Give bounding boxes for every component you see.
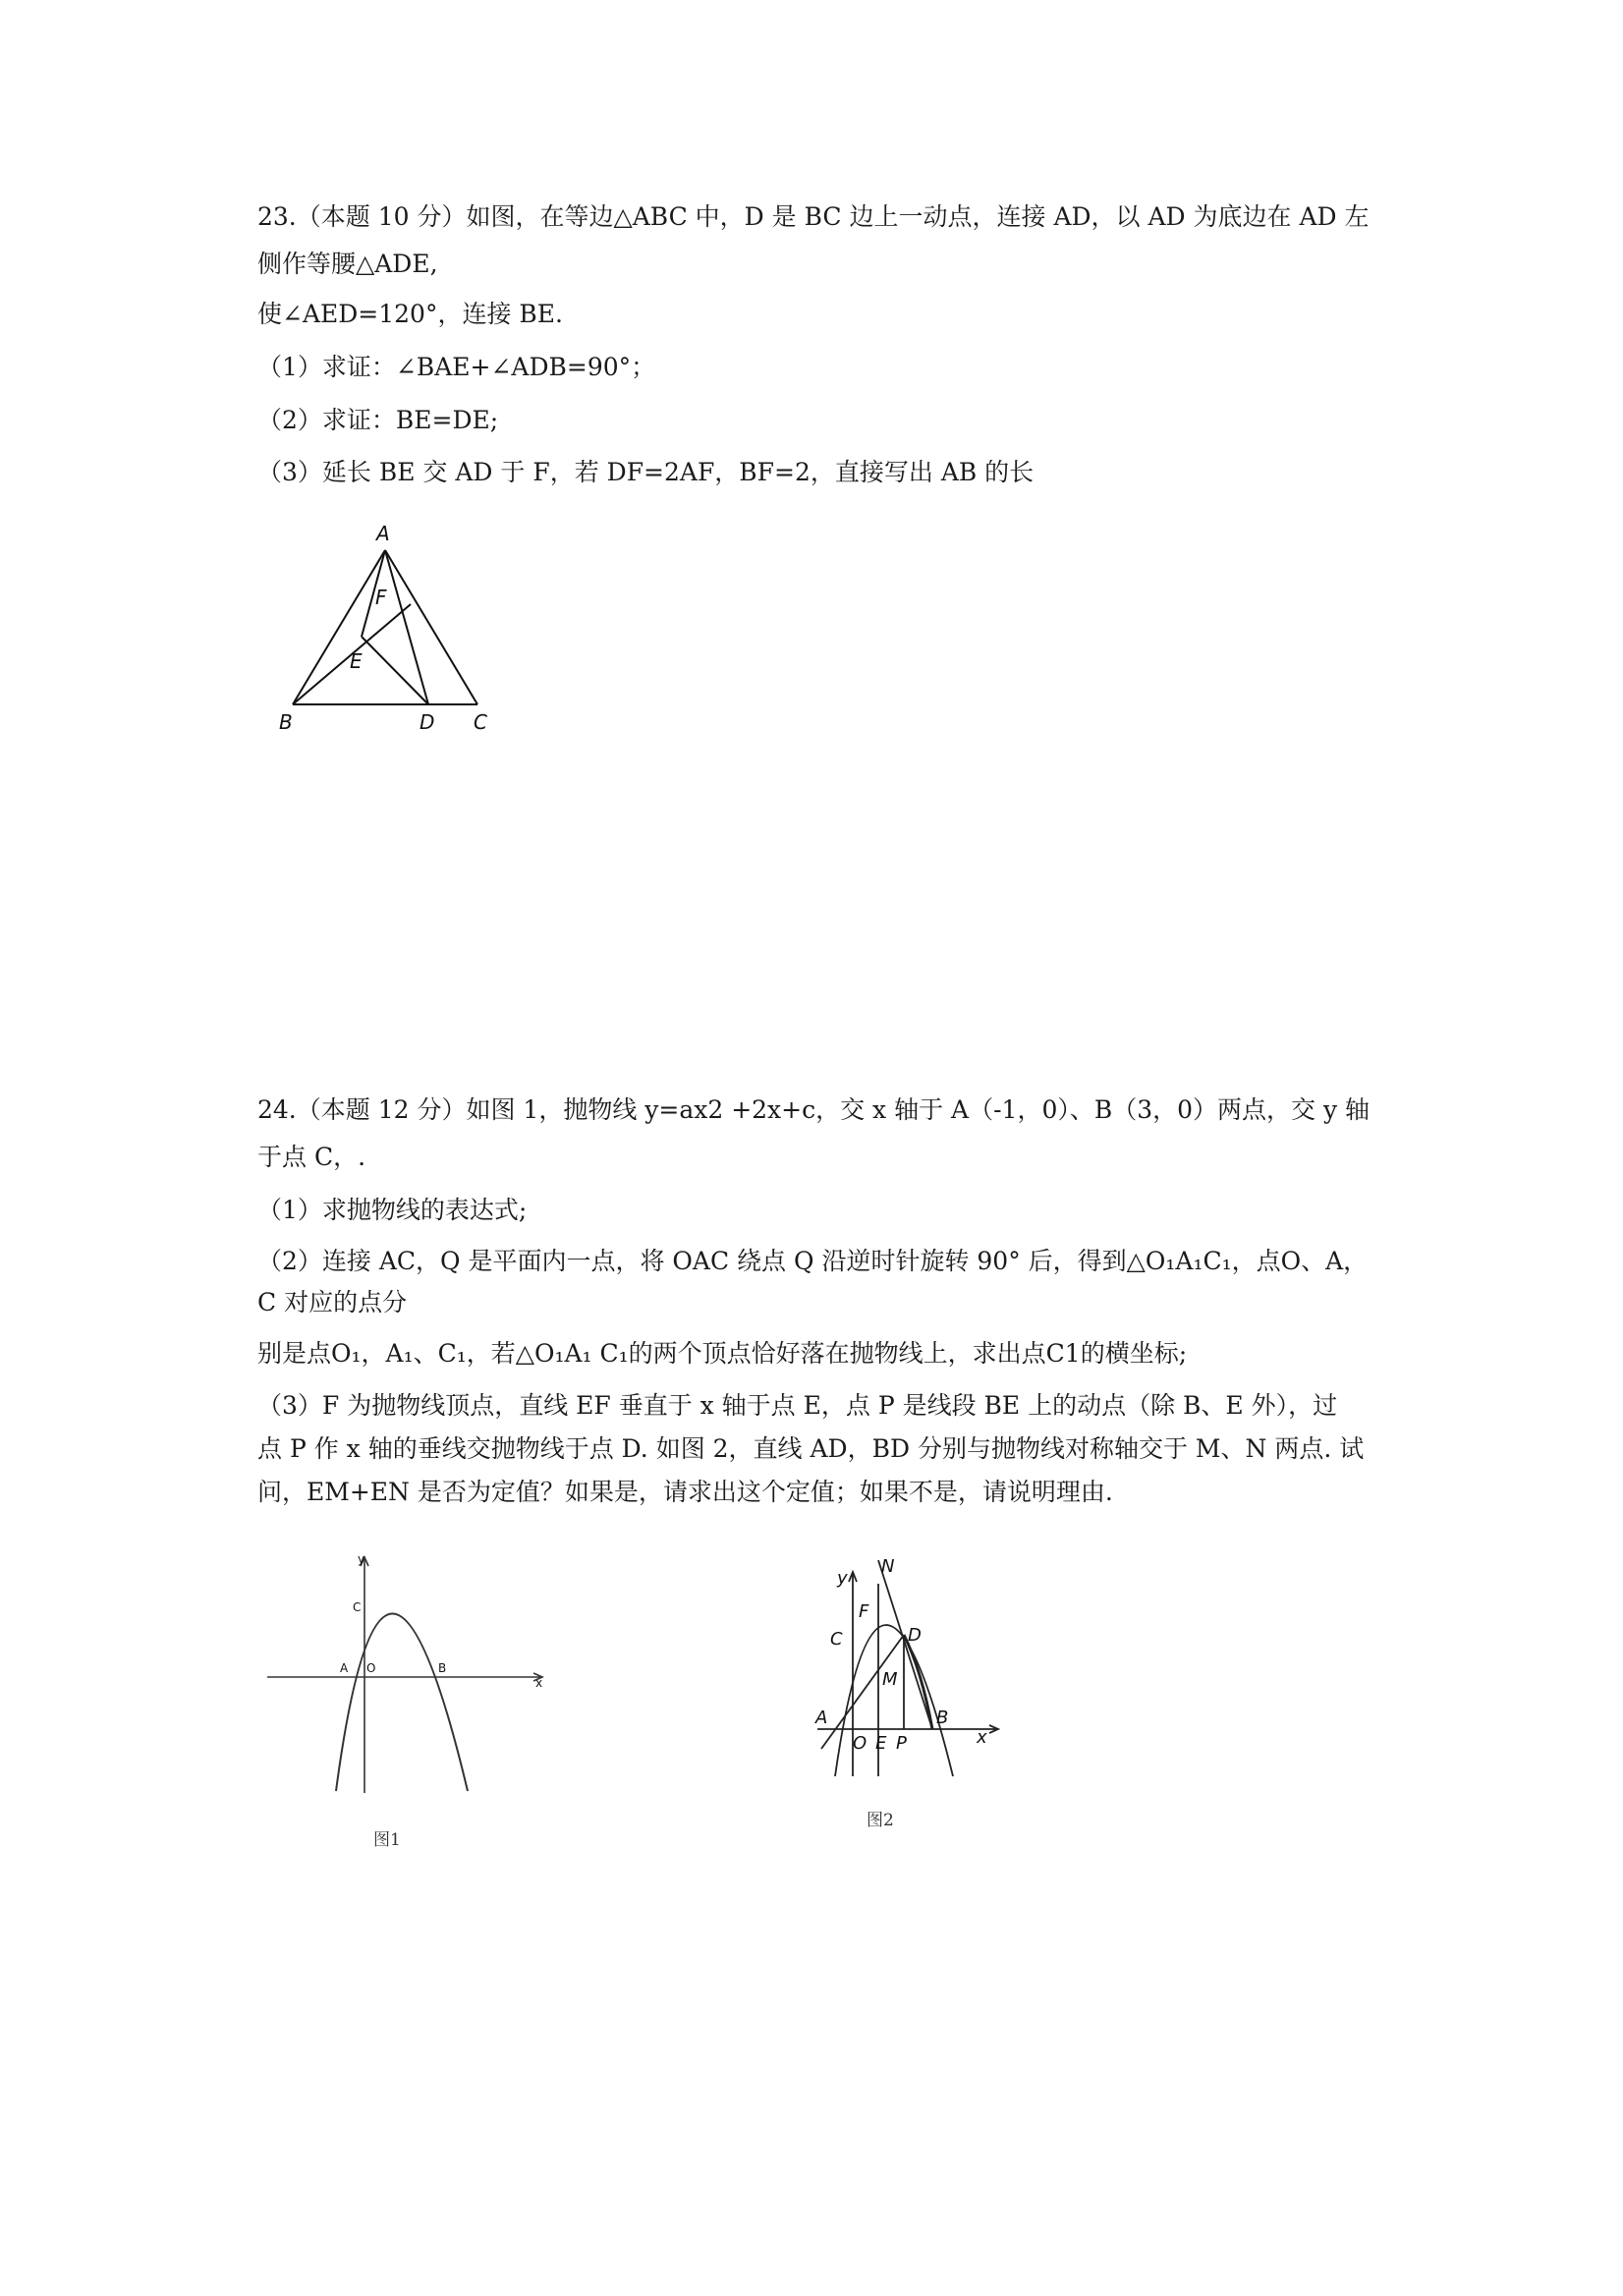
- fig1-label-y: y: [358, 1552, 365, 1566]
- fig2-label-f: F: [859, 1601, 869, 1622]
- q24-statement-line1: 24.（本题 12 分）如图 1，抛物线 y=ax2 +2x+c，交 x 轴于 A（-1，0）、B（3，0）两点，交 y 轴: [257, 1095, 1371, 1124]
- fig2-label-d: D: [908, 1625, 922, 1646]
- fig2-label-e: E: [875, 1733, 887, 1754]
- fig2-label-m: M: [882, 1669, 898, 1690]
- label-f: F: [375, 586, 387, 609]
- q24-part2-line1: （2）连接 AC，Q 是平面内一点，将 OAC 绕点 Q 沿逆时针旋转 90° 后，得到△O₁A₁C₁，点O、A，: [257, 1247, 1369, 1275]
- q24-part3-line1: （3）F 为抛物线顶点，直线 EF 垂直于 x 轴于点 E，点 P 是线段 BE 上的动点（除 B、E 外），过: [257, 1391, 1338, 1420]
- q23-part1: （1）求证：∠BAE+∠ADB=90°；: [257, 353, 656, 381]
- fig2-label-n: N: [881, 1556, 895, 1577]
- fig2-label-p: P: [896, 1733, 907, 1754]
- label-a: A: [376, 522, 390, 545]
- q24-part1: （1）求抛物线的表达式;: [257, 1196, 528, 1224]
- q23-statement-line3: 使∠AED=120°，连接 BE.: [257, 300, 563, 328]
- segment-ab: [293, 550, 385, 704]
- q24-part2-line2: C 对应的点分: [257, 1288, 408, 1316]
- fig2-label-c: C: [830, 1629, 843, 1650]
- line-bd-n: [878, 1560, 932, 1729]
- q23-part3: （3）延长 BE 交 AD 于 F，若 DF=2AF，BF=2，直接写出 AB 的长: [257, 458, 1035, 486]
- label-e: E: [350, 649, 363, 673]
- q23-statement-line1: 23.（本题 10 分）如图，在等边△ABC 中，D 是 BC 边上一动点，连接 AD，以 AD 为底边在 AD 左: [257, 202, 1370, 231]
- fig2-label-y: y: [837, 1568, 848, 1589]
- fig2-label-a: A: [815, 1708, 828, 1728]
- q24-part3-line2: 点 P 作 x 轴的垂线交抛物线于点 D. 如图 2，直线 AD，BD 分别与抛物线对称轴交于 M、N 两点. 试: [257, 1434, 1365, 1463]
- q24-statement-line2: 于点 C，.: [257, 1143, 366, 1171]
- q23-triangle-figure: [265, 511, 501, 737]
- parabola-curve: [336, 1614, 468, 1792]
- fig2-label-b: B: [936, 1708, 949, 1728]
- q24-part2-line3: 别是点O₁，A₁、C₁，若△O₁A₁ C₁的两个顶点恰好落在抛物线上，求出点C1的横坐标;: [257, 1339, 1188, 1368]
- fig1-label-b: B: [438, 1661, 447, 1675]
- fig2-label-o: O: [853, 1733, 867, 1754]
- q24-part3-line3: 问，EM+EN 是否为定值？如果是，请求出这个定值；如果不是，请说明理由.: [257, 1478, 1113, 1506]
- q24-figure-2: [796, 1547, 1012, 1793]
- label-d: D: [420, 710, 435, 734]
- figure-1-caption: 图1: [373, 1830, 401, 1850]
- q23-statement-line2: 侧作等腰△ADE,: [257, 250, 438, 278]
- fig1-label-o: O: [366, 1661, 376, 1675]
- label-b: B: [279, 710, 293, 734]
- fig1-label-a: A: [340, 1661, 349, 1675]
- q23-part2: （2）求证：BE=DE;: [257, 406, 499, 434]
- figure-2-caption: 图2: [867, 1811, 894, 1830]
- fig1-label-c: C: [353, 1600, 362, 1614]
- fig2-label-x: x: [977, 1727, 987, 1748]
- label-c: C: [474, 710, 487, 734]
- fig1-label-x: x: [535, 1676, 543, 1690]
- q24-figure-1: [260, 1547, 555, 1813]
- segment-ac: [385, 550, 477, 704]
